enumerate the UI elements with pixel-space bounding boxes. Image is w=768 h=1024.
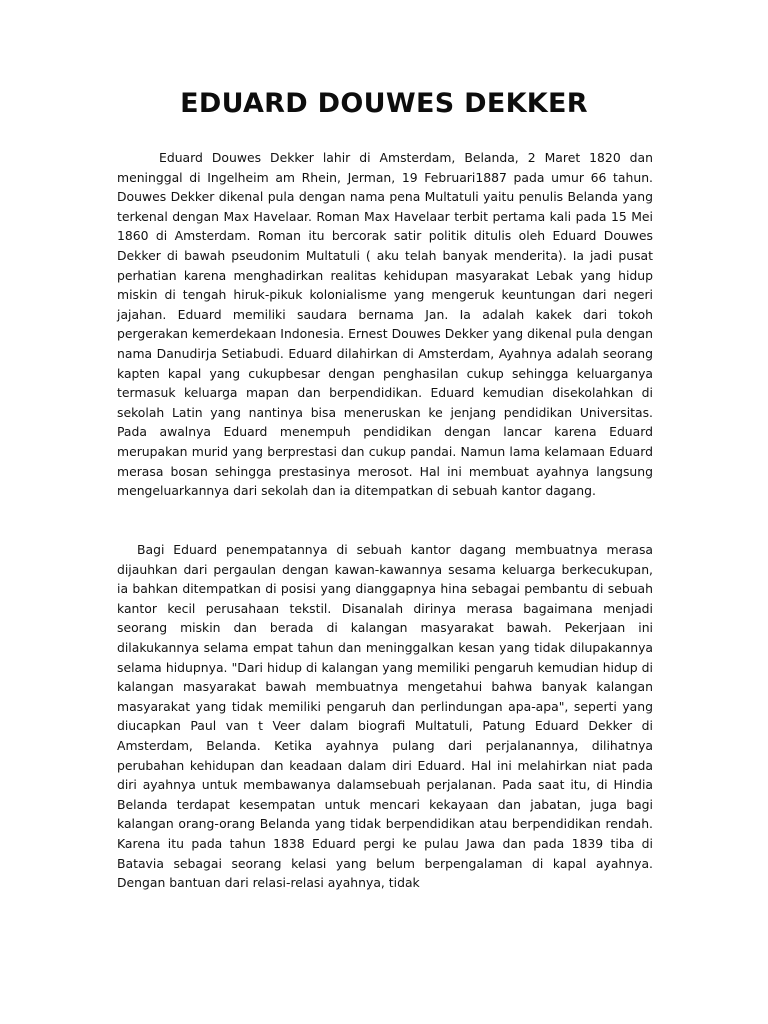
paragraph-2: Bagi Eduard penempatannya di sebuah kantor dagang membuatnya merasa dijauhkan dari pergaulan dengan kawan-kawannya sesama keluarga berkecukupan, ia bahkan ditempatkan di posisi yang dianggapnya hina sebagai pembantu di sebuah kantor kecil perusahaan tekstil. Disanalah dirinya merasa bagaimana menjadi seorang miskin dan berada di kalangan masyarakat bawah. Pekerjaan ini dilakukannya selama empat tahun dan meninggalkan kesan yang tidak dilupakannya selama hidupnya. "Dari hidup di kalangan yang memiliki pengaruh kemudian hidup di kalangan masyarakat bawah membuatnya mengetahui bahwa banyak kalangan masyarakat yang tidak memiliki pengaruh dan perlindungan apa-apa", seperti yang diucapkan Paul van t Veer dalam biografi Multatuli, Patung Eduard Dekker di Amsterdam, Belanda. Ketika ayahnya pulang dari perjalanannya, dilihatnya perubahan kehidupan dan keadaan dalam diri Eduard. Hal ini melahirkan niat pada diri ayahnya untuk membawanya dalamsebuah perjalanan. Pada saat itu, di Hindia Belanda terdapat kesempatan untuk mencari kekayaan dan jabatan, juga bagi kalangan orang-orang Belanda yang tidak berpendidikan atau berpendidikan rendah. Karena itu pada tahun 1838 Eduard pergi ke pulau Jawa dan pada 1839 tiba di Batavia sebagai seorang kelasi yang belum berpengalaman di kapal ayahnya. Dengan bantuan dari relasi-relasi ayahnya, tidak — [117, 542, 653, 891]
paragraph-1: Eduard Douwes Dekker lahir di Amsterdam, Belanda, 2 Maret 1820 dan meninggal di Ingelheim am Rhein, Jerman, 19 Februari1887 pada umur 66 tahun. Douwes Dekker dikenal pula dengan nama pena Multatuli yaitu penulis Belanda yang terkenal dengan Max Havelaar. Roman Max Havelaar terbit pertama kali pada 15 Mei 1860 di Amsterdam. Roman itu bercorak satir politik ditulis oleh Eduard Douwes Dekker di bawah pseudonim Multatuli ( aku telah banyak menderita). Ia jadi pusat perhatian karena menghadirkan realitas kehidupan masyarakat Lebak yang hidup miskin di tengah hiruk-pikuk kolonialisme yang mengeruk keuntungan dari negeri jajahan. Eduard memiliki saudara bernama Jan. Ia adalah kakek dari tokoh pergerakan kemerdekaan Indonesia. Ernest Douwes Dekker yang dikenal pula dengan nama Danudirja Setiabudi. Eduard dilahirkan di Amsterdam, Ayahnya adalah seorang kapten kapal yang cukupbesar dengan penghasilan cukup sehingga keluarganya termasuk keluarga mapan dan berpendidikan. Eduard kemudian disekolahkan di sekolah Latin yang nantinya bisa meneruskan ke jenjang pendidikan Universitas. Pada awalnya Eduard menempuh pendidikan dengan lancar karena Eduard merupakan murid yang berprestasi dan cukup pandai. Namun lama kelamaan Eduard merasa bosan sehingga prestasinya merosot. Hal ini membuat ayahnya langsung mengeluarkannya dari sekolah dan ia ditempatkan di sebuah kantor dagang. — [117, 150, 653, 499]
document-title: EDUARD DOUWES DEKKER — [180, 88, 588, 119]
